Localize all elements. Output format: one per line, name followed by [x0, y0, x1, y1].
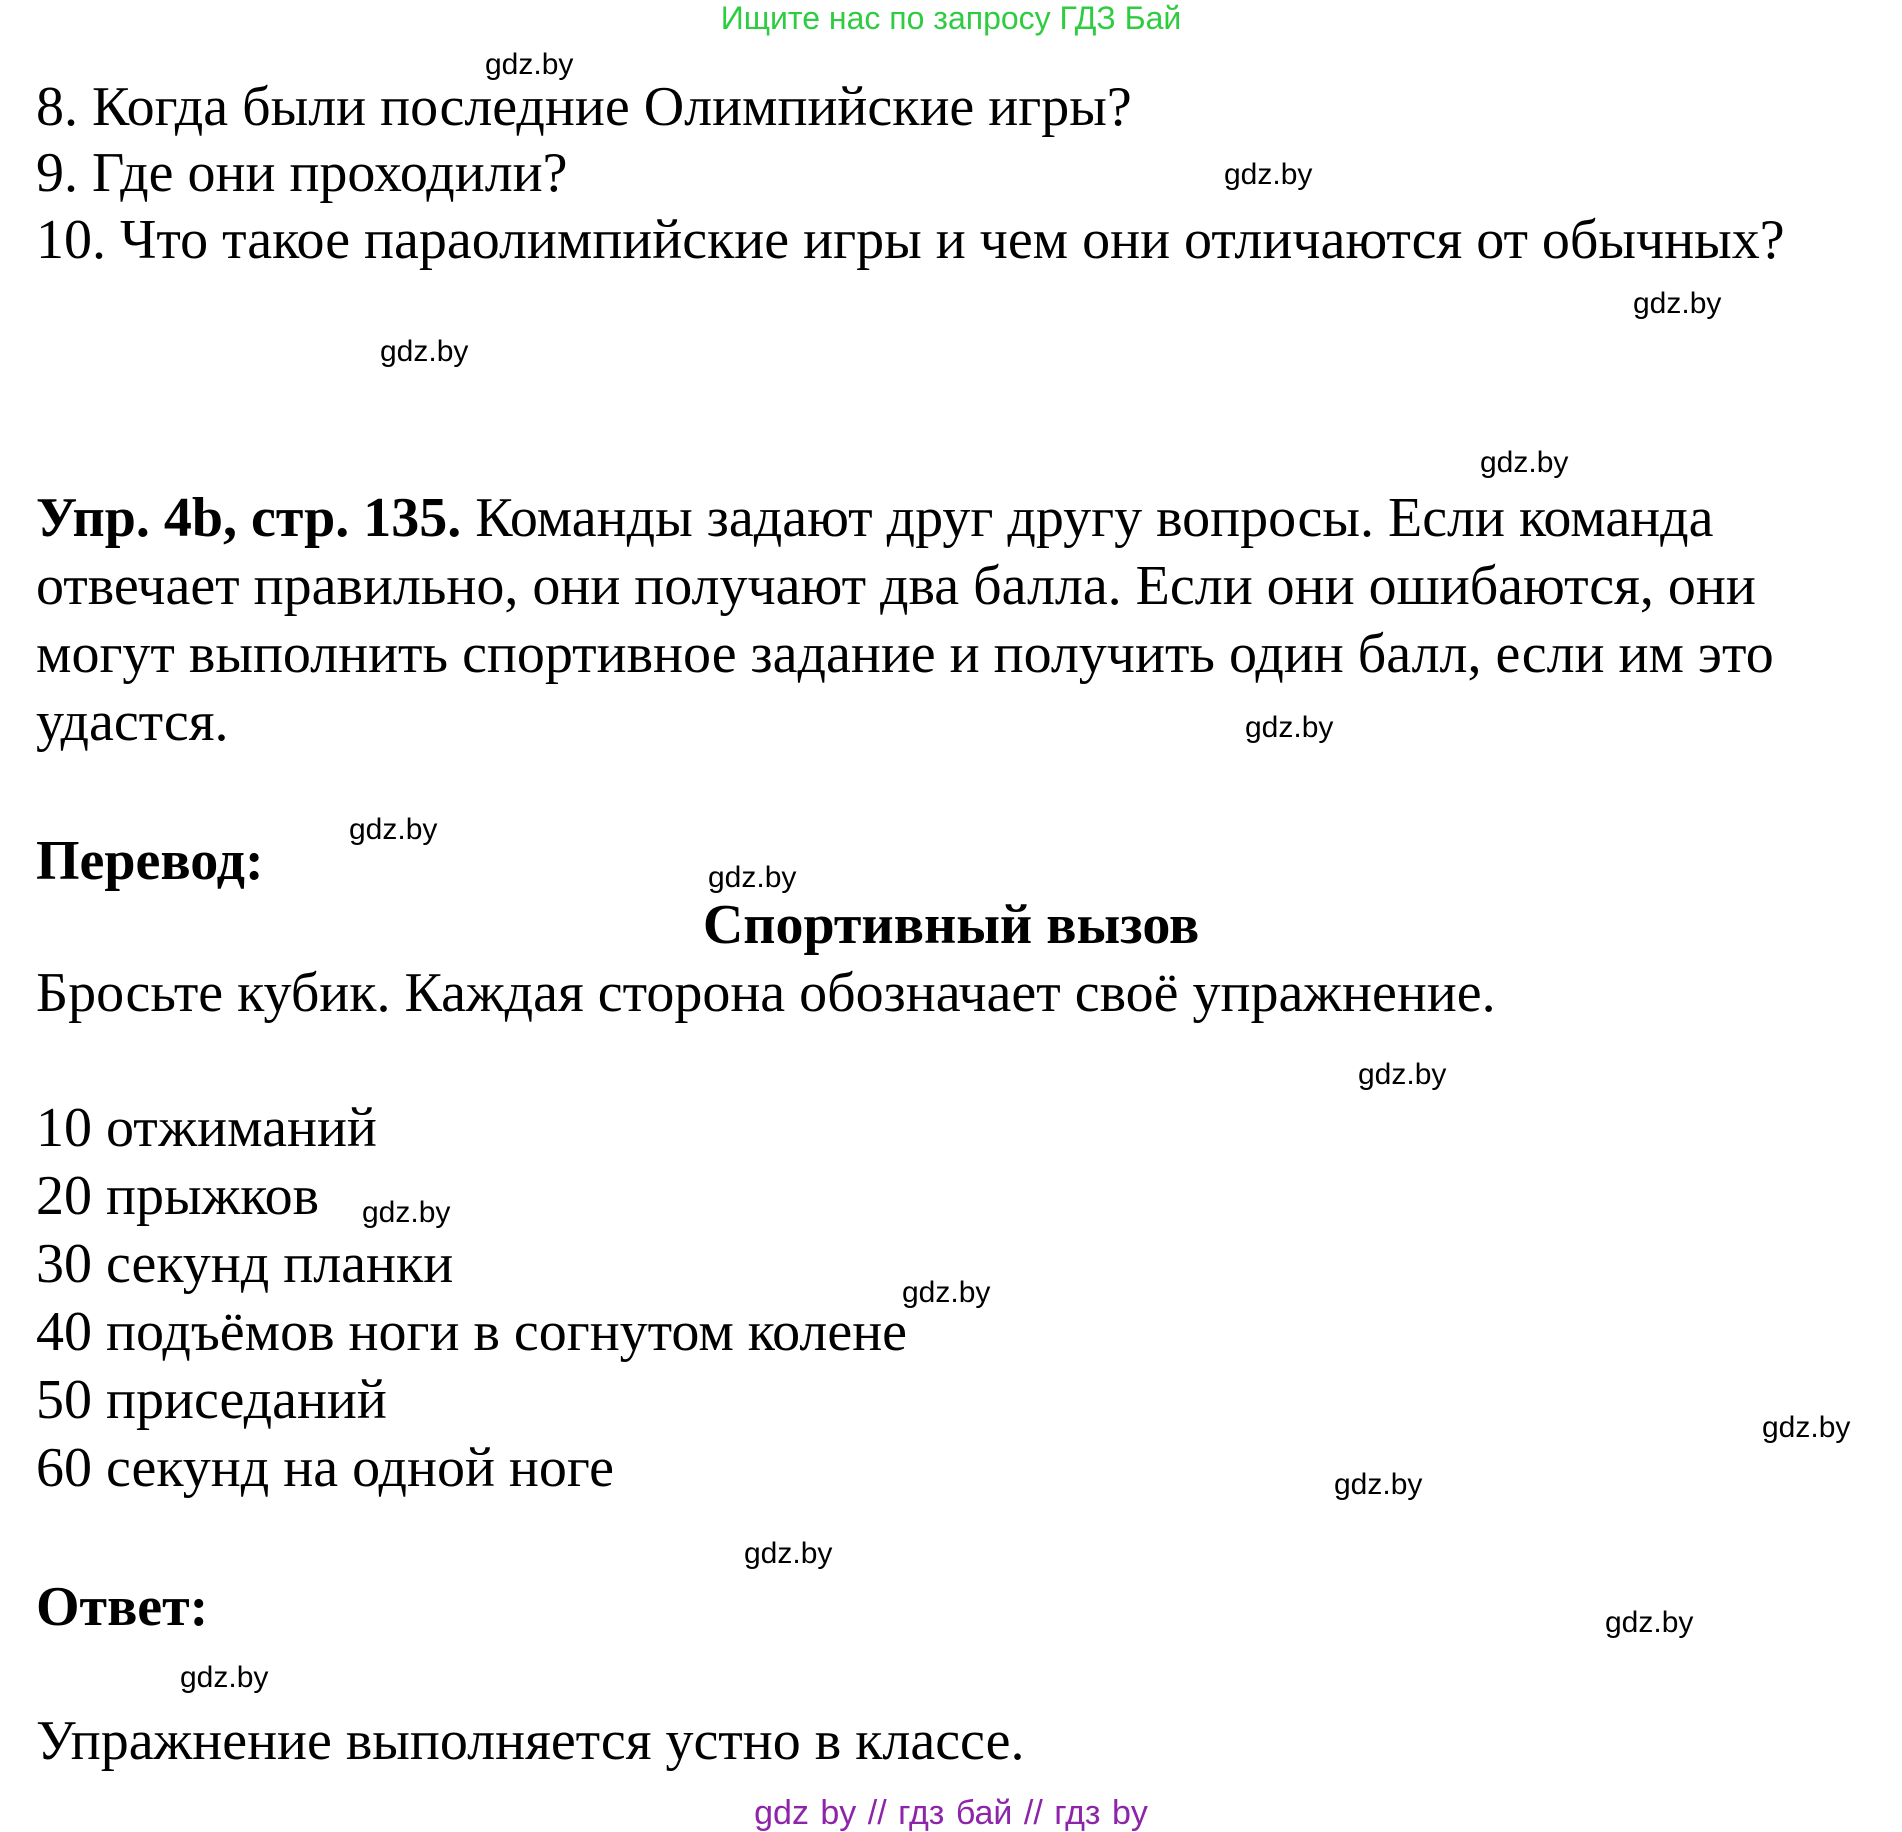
question-8: 8. Когда были последние Олимпийские игры?	[36, 76, 1132, 138]
watermark: gdz.by	[362, 1196, 451, 1229]
exercise-item: 20 прыжков	[36, 1165, 320, 1227]
watermark: gdz.by	[1762, 1411, 1851, 1444]
watermark: gdz.by	[349, 813, 438, 846]
exercise-item: 50 приседаний	[36, 1369, 387, 1431]
watermark: gdz.by	[708, 861, 797, 894]
watermark: gdz.by	[902, 1276, 991, 1309]
watermark: gdz.by	[485, 48, 574, 81]
exercise-item: 30 секунд планки	[36, 1233, 454, 1295]
exercise-label: Упр. 4b, стр. 135.	[36, 487, 462, 549]
translation-heading: Перевод:	[36, 830, 264, 892]
watermark: gdz.by	[380, 335, 469, 368]
watermark: gdz.by	[1633, 287, 1722, 320]
watermark: gdz.by	[1245, 711, 1334, 744]
watermark: gdz.by	[1358, 1058, 1447, 1091]
footer-links: gdz by // гдз бай // гдз by	[754, 1794, 1148, 1832]
question-9: 9. Где они проходили?	[36, 142, 568, 204]
answer-heading: Ответ:	[36, 1576, 209, 1638]
watermark: gdz.by	[1334, 1468, 1423, 1501]
translation-title: Спортивный вызов	[702, 894, 1200, 956]
question-10: 10. Что такое параолимпийские игры и чем они отличаются от обычных?	[36, 209, 1785, 271]
watermark: gdz.by	[180, 1661, 269, 1694]
exercise-item: 40 подъёмов ноги в согнутом колене	[36, 1301, 908, 1363]
exercise-item: 10 отжиманий	[36, 1097, 377, 1159]
translation-intro: Бросьте кубик. Каждая сторона обозначает своё упражнение.	[36, 962, 1496, 1024]
watermark: gdz.by	[1224, 158, 1313, 191]
answer-text: Упражнение выполняется устно в классе.	[36, 1710, 1025, 1772]
exercise-paragraph	[36, 484, 1886, 756]
watermark: gdz.by	[1480, 446, 1569, 479]
search-banner: Ищите нас по запросу ГДЗ Бай	[720, 0, 1182, 36]
exercise-text: Команды задают друг другу вопросы. Если команда отвечает правильно, они получают два балла. Если они ошибаются, они могут выполнить спортивное задание и получить один балл, если им это удастся.	[36, 487, 1774, 753]
watermark: gdz.by	[744, 1537, 833, 1570]
watermark: gdz.by	[1605, 1606, 1694, 1639]
exercise-item: 60 секунд на одной ноге	[36, 1437, 614, 1499]
